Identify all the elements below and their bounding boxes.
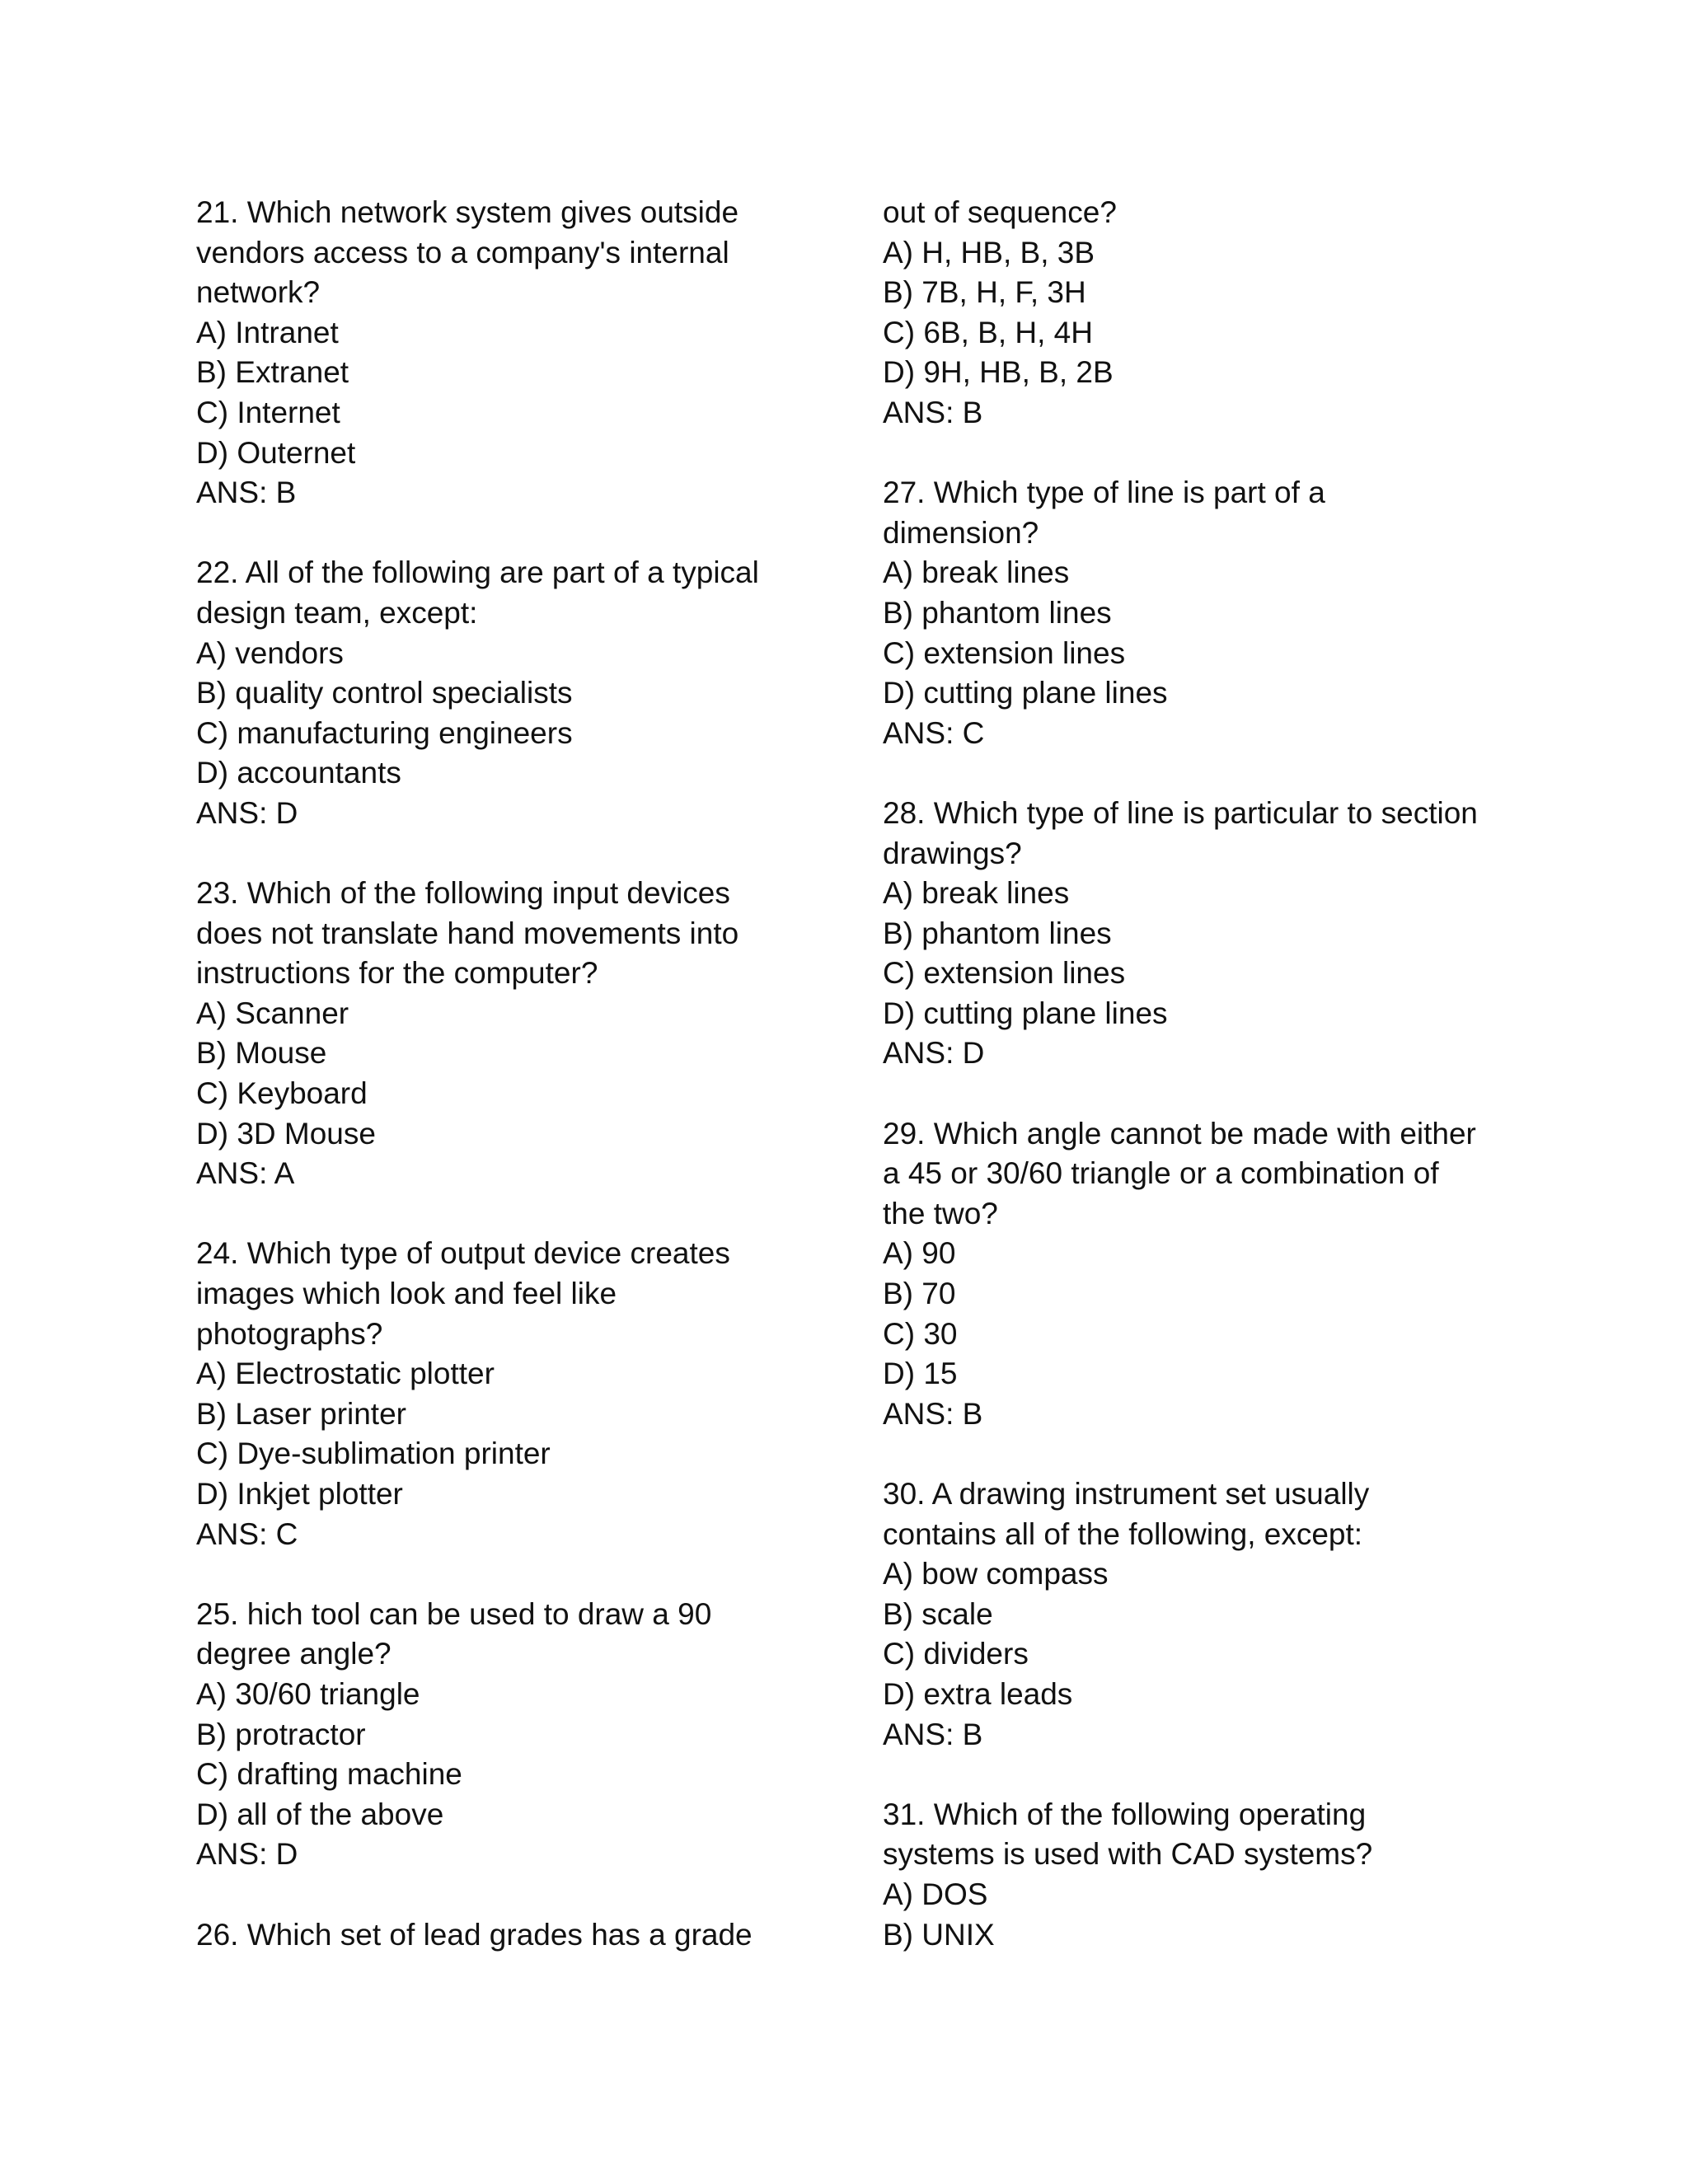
answer-option: C) Keyboard	[196, 1076, 368, 1111]
question-text: 21. Which network system gives outside	[196, 195, 739, 229]
answer-key: ANS: A	[196, 1156, 295, 1191]
blank-line	[196, 1554, 872, 1595]
answer-key: ANS: B	[883, 1717, 983, 1751]
answer-option: D) cutting plane lines	[883, 676, 1168, 710]
answer-option: C) 6B, B, H, 4H	[883, 315, 1093, 349]
question-text: 29. Which angle cannot be made with either	[883, 1116, 1476, 1151]
left-column	[196, 193, 872, 1955]
answer-option: A) bow compass	[883, 1557, 1109, 1591]
answer-option: A) H, HB, B, 3B	[883, 235, 1095, 269]
answer-option: C) Internet	[196, 395, 340, 429]
answer-option: D) Inkjet plotter	[196, 1477, 403, 1511]
text-line: a 45 or 30/60 triangle or a combination of	[883, 1156, 1439, 1191]
answer-option: D) accountants	[196, 756, 401, 790]
answer-option: A) DOS	[883, 1877, 988, 1911]
answer-option: B) UNIX	[883, 1917, 995, 1952]
text-line: drawings?	[883, 836, 1022, 870]
blank-line	[196, 513, 872, 554]
blank-line	[196, 1875, 872, 1915]
answer-option: D) cutting plane lines	[883, 996, 1168, 1030]
answer-option: D) Outernet	[196, 435, 356, 470]
answer-key: ANS: B	[196, 476, 297, 510]
text-line: the two?	[883, 1196, 998, 1230]
answer-option: B) Extranet	[196, 355, 349, 390]
text-line: vendors access to a company's internal	[196, 235, 729, 269]
question-text: 27. Which type of line is part of a	[883, 476, 1325, 510]
answer-option: C) extension lines	[883, 956, 1126, 991]
answer-option: D) extra leads	[883, 1676, 1073, 1711]
answer-option: A) 30/60 triangle	[196, 1676, 420, 1711]
text-line: degree angle?	[196, 1637, 392, 1671]
answer-option: B) Mouse	[196, 1036, 327, 1071]
answer-key: ANS: B	[883, 395, 983, 429]
answer-option: B) 70	[883, 1277, 956, 1311]
blank-line	[883, 1434, 1567, 1474]
answer-option: A) break lines	[883, 555, 1070, 590]
answer-option: C) Dye-sublimation printer	[196, 1436, 551, 1471]
answer-option: B) scale	[883, 1596, 993, 1631]
answer-option: A) break lines	[883, 876, 1070, 911]
answer-option: A) Electrostatic plotter	[196, 1357, 495, 1391]
answer-option: D) 3D Mouse	[196, 1116, 376, 1151]
text-line: network?	[196, 275, 321, 310]
answer-option: C) extension lines	[883, 635, 1126, 670]
question-text: 24. Which type of output device creates	[196, 1236, 730, 1271]
answer-option: B) protractor	[196, 1717, 366, 1751]
answer-option: C) 30	[883, 1316, 958, 1351]
text-line: out of sequence?	[883, 195, 1117, 229]
answer-key: ANS: C	[883, 715, 985, 750]
answer-option: D) 15	[883, 1357, 958, 1391]
answer-option: B) phantom lines	[883, 595, 1112, 630]
answer-option: C) drafting machine	[196, 1757, 462, 1792]
text-line: design team, except:	[196, 595, 478, 630]
answer-key: ANS: C	[196, 1516, 298, 1551]
text-line: instructions for the computer?	[196, 956, 598, 991]
answer-option: C) dividers	[883, 1637, 1029, 1671]
blank-line	[883, 434, 1567, 474]
blank-line	[883, 1755, 1567, 1795]
answer-option: A) 90	[883, 1236, 956, 1271]
question-text: 26. Which set of lead grades has a grade	[196, 1917, 753, 1952]
answer-option: A) Intranet	[196, 315, 339, 349]
answer-option: C) manufacturing engineers	[196, 715, 573, 750]
text-line: photographs?	[196, 1316, 383, 1351]
blank-line	[196, 1194, 872, 1235]
question-text: 31. Which of the following operating	[883, 1797, 1367, 1831]
text-line: dimension?	[883, 515, 1039, 550]
question-text: 30. A drawing instrument set usually	[883, 1477, 1370, 1511]
text-line: contains all of the following, except:	[883, 1516, 1363, 1551]
answer-key: ANS: D	[196, 1837, 298, 1872]
blank-line	[196, 834, 872, 874]
answer-option: A) Scanner	[196, 996, 349, 1030]
answer-key: ANS: B	[883, 1396, 983, 1431]
text-line: does not translate hand movements into	[196, 916, 739, 950]
question-text: 22. All of the following are part of a typical	[196, 555, 759, 590]
text-line: systems is used with CAD systems?	[883, 1837, 1373, 1872]
answer-option: A) vendors	[196, 635, 344, 670]
question-text: 28. Which type of line is particular to section	[883, 795, 1478, 830]
blank-line	[883, 1074, 1567, 1114]
right-column	[883, 193, 1567, 1955]
answer-key: ANS: D	[196, 795, 298, 830]
answer-option: D) all of the above	[196, 1797, 444, 1831]
answer-option: D) 9H, HB, B, 2B	[883, 355, 1114, 390]
answer-option: B) 7B, H, F, 3H	[883, 275, 1086, 310]
answer-option: B) quality control specialists	[196, 676, 573, 710]
question-text: 25. hich tool can be used to draw a 90	[196, 1596, 712, 1631]
answer-option: B) Laser printer	[196, 1396, 406, 1431]
question-text: 23. Which of the following input devices	[196, 876, 730, 911]
text-line: images which look and feel like	[196, 1277, 617, 1311]
answer-key: ANS: D	[883, 1036, 985, 1071]
blank-line	[883, 753, 1567, 794]
answer-option: B) phantom lines	[883, 916, 1112, 950]
